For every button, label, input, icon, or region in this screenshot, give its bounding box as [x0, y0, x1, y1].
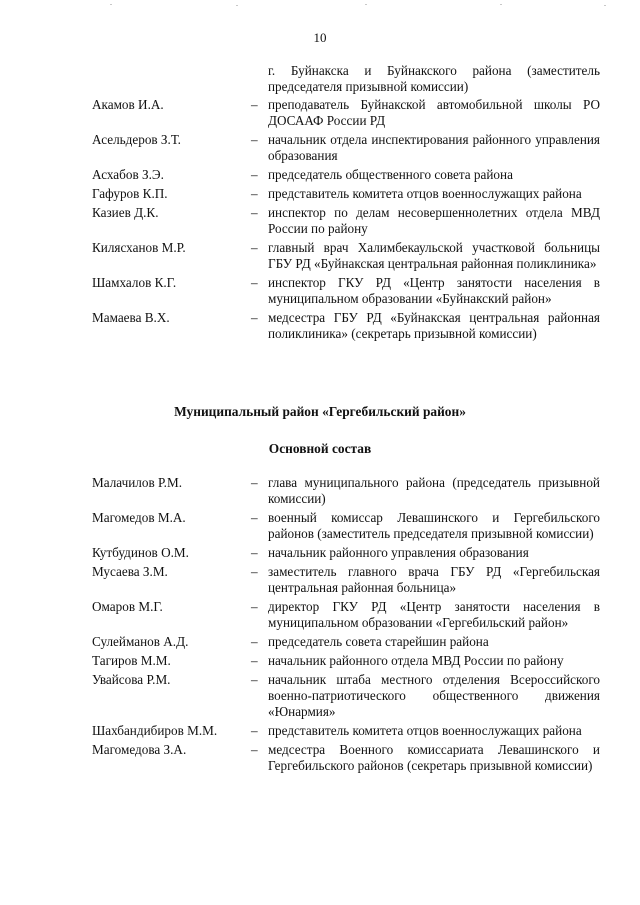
- member-row: [0, 672, 640, 720]
- member-name: Мусаева З.М.: [92, 564, 168, 579]
- member-row: [0, 653, 640, 669]
- member-name: Асхабов З.Э.: [92, 167, 164, 182]
- dash-separator: –: [251, 742, 258, 757]
- member-row: [0, 599, 640, 631]
- member-role: председатель совета старейшин района: [268, 634, 489, 649]
- scan-speck: [604, 5, 606, 6]
- member-name: Магомедова З.А.: [92, 742, 187, 757]
- member-row: [0, 545, 640, 561]
- member-role: инспектор ГКУ РД «Центр занятости населения в муниципальном образовании «Буйнакский район»: [268, 275, 600, 306]
- member-name: Омаров М.Г.: [92, 599, 163, 614]
- member-name: Тагиров М.М.: [92, 653, 171, 668]
- member-row: [0, 240, 640, 272]
- member-name: Мамаева В.Х.: [92, 310, 170, 325]
- member-role: инспектор по делам несовершеннолетних отдела МВД России по району: [268, 205, 600, 236]
- member-role: глава муниципального района (председатель призывной комиссии): [268, 475, 600, 506]
- member-row: [0, 275, 640, 307]
- member-role: главный врач Халимбекаульской участковой больницы ГБУ РД «Буйнакская центральная районная поликлиника»: [268, 240, 600, 271]
- dash-separator: –: [251, 275, 258, 290]
- page-number: 10: [313, 30, 327, 45]
- member-name: Кутбудинов О.М.: [92, 545, 189, 560]
- scan-speck: [236, 5, 238, 6]
- member-row: [0, 167, 640, 183]
- dash-separator: –: [251, 510, 258, 525]
- scan-speck: [110, 4, 112, 5]
- member-name: Малачилов Р.М.: [92, 475, 182, 490]
- member-row: [0, 742, 640, 774]
- member-row: [0, 564, 640, 596]
- member-role: заместитель главного врача ГБУ РД «Гергебильская центральная районная больница»: [268, 564, 600, 595]
- dash-separator: –: [251, 310, 258, 325]
- member-role: начальник районного отдела МВД России по району: [268, 653, 564, 668]
- member-name: Килясханов М.Р.: [92, 240, 186, 255]
- member-role: председатель общественного совета района: [268, 167, 513, 182]
- member-role: медсестра ГБУ РД «Буйнакская центральная районная поликлиника» (секретарь призывной комиссии): [268, 310, 600, 341]
- member-name: Сулейманов А.Д.: [92, 634, 189, 649]
- continued-role-text: г. Буйнакска и Буйнакского района (заместитель председателя призывной комиссии): [268, 63, 600, 94]
- member-role: начальник отдела инспектирования районного управления образования: [268, 132, 600, 163]
- dash-separator: –: [251, 599, 258, 614]
- member-role: представитель комитета отцов военнослужащих района: [268, 186, 582, 201]
- section-title: Муниципальный район «Гергебильский район»: [174, 404, 466, 419]
- member-name: Шамхалов К.Г.: [92, 275, 177, 290]
- dash-separator: –: [251, 672, 258, 687]
- dash-separator: –: [251, 240, 258, 255]
- dash-separator: –: [251, 634, 258, 649]
- dash-separator: –: [251, 186, 258, 201]
- dash-separator: –: [251, 205, 258, 220]
- member-name: Казиев Д.К.: [92, 205, 159, 220]
- dash-separator: –: [251, 723, 258, 738]
- subsection-title: Основной состав: [268, 441, 372, 456]
- member-role: военный комиссар Левашинского и Гергебильского районов (заместитель председателя призывной комиссии): [268, 510, 600, 541]
- member-name: Увайсова Р.М.: [92, 672, 171, 687]
- member-row: [0, 186, 640, 202]
- member-role: начальник штаба местного отделения Всероссийского военно-патриотического общественного движения «Юнармия»: [268, 672, 600, 719]
- member-role: медсестра Военного комиссариата Левашинского и Гергебильского районов (секретарь призывной комиссии): [268, 742, 600, 773]
- member-row: [0, 310, 640, 342]
- member-role: директор ГКУ РД «Центр занятости населения в муниципальном образовании «Гергебильский район»: [268, 599, 600, 630]
- member-row: [0, 634, 640, 650]
- member-row: [0, 97, 640, 129]
- member-role: начальник районного управления образования: [268, 545, 529, 560]
- dash-separator: –: [251, 545, 258, 560]
- commission-list-buynaksk: [0, 97, 640, 345]
- member-role: преподаватель Буйнакской автомобильной школы РО ДОСААФ России РД: [268, 97, 600, 128]
- member-row: [0, 475, 640, 507]
- dash-separator: –: [251, 97, 258, 112]
- dash-separator: –: [251, 475, 258, 490]
- dash-separator: –: [251, 167, 258, 182]
- member-name: Асельдеров З.Т.: [92, 132, 181, 147]
- member-name: Гафуров К.П.: [92, 186, 168, 201]
- dash-separator: –: [251, 564, 258, 579]
- member-name: Магомедов М.А.: [92, 510, 186, 525]
- dash-separator: –: [251, 132, 258, 147]
- commission-list-gergebil: [0, 475, 640, 777]
- member-row: [0, 205, 640, 237]
- member-name: Шахбандибиров М.М.: [92, 723, 218, 738]
- member-name: Акамов И.А.: [92, 97, 164, 112]
- dash-separator: –: [251, 653, 258, 668]
- member-row: [0, 510, 640, 542]
- member-role: представитель комитета отцов военнослужащих района: [268, 723, 582, 738]
- scan-speck: [365, 4, 367, 5]
- member-row: [0, 132, 640, 164]
- scan-speck: [500, 4, 502, 5]
- member-row: [0, 723, 640, 739]
